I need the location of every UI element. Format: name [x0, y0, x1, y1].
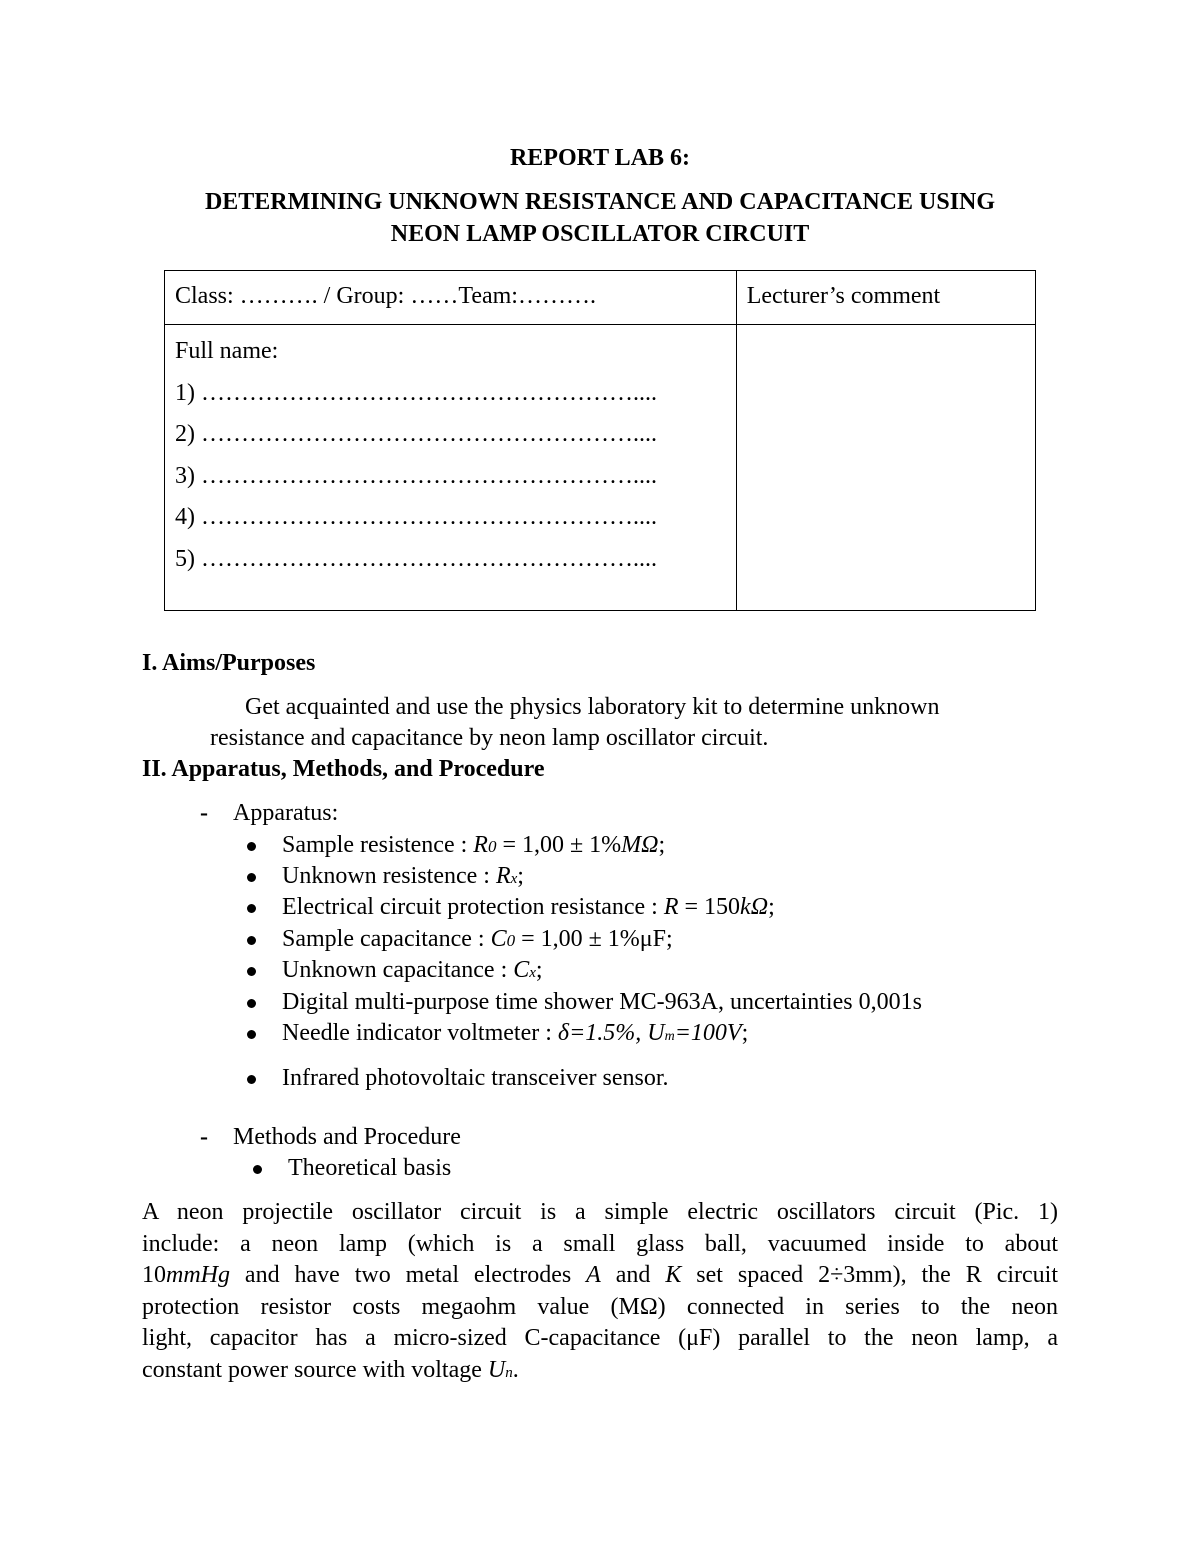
apparatus-item-unknown-resistance: Unknown resistence : Rx; [282, 863, 524, 889]
dash-bullet-apparatus: - [200, 800, 208, 826]
paragraph-line-4: protection resistor costs megaohm value (MΩ) connected in series to the neon [142, 1293, 1058, 1320]
full-names-cell[interactable] [165, 325, 737, 611]
dash-bullet-methods: - [200, 1124, 208, 1150]
theory-paragraph [142, 1197, 1058, 1389]
paragraph-line-6: constant power source with voltage Un. [142, 1356, 519, 1383]
aims-text-line-2: resistance and capacitance by neon lamp oscillator circuit. [210, 725, 769, 751]
apparatus-label: Apparatus: [233, 800, 339, 826]
section-aims-heading: I. Aims/Purposes [142, 650, 316, 676]
paragraph-line-2: include: a neon lamp (which is a small glass ball, vacuumed inside to about [142, 1230, 1058, 1257]
name-line-3[interactable]: 3) ……………………………………………….... [175, 462, 657, 489]
bullet-dot [247, 842, 256, 851]
methods-label: Methods and Procedure [233, 1124, 461, 1150]
class-group-team-cell[interactable] [165, 271, 737, 325]
apparatus-item-voltmeter: Needle indicator voltmeter : δ=1.5%, Um=100V; [282, 1020, 749, 1046]
bullet-dot [247, 967, 256, 976]
name-line-5[interactable]: 5) ……………………………………………….... [175, 545, 657, 572]
apparatus-item-sample-resistance: Sample resistence : R0 = 1,00 ± 1%MΩ; [282, 832, 666, 858]
bullet-dot [247, 1030, 256, 1039]
name-line-1[interactable]: 1) ……………………………………………….... [175, 379, 657, 406]
theoretical-basis-label: Theoretical basis [288, 1155, 452, 1181]
report-title: REPORT LAB 6: [509, 145, 691, 171]
apparatus-item-time-shower: Digital multi-purpose time shower MC-963A, uncertainties 0,001s [282, 989, 922, 1015]
bullet-dot [253, 1165, 262, 1174]
class-group-team-label: Class: ………. / Group: ……Team:………. [175, 283, 596, 309]
lecturer-comment-label: Lecturer’s comment [746, 283, 941, 309]
apparatus-item-protection-resistance: Electrical circuit protection resistance : R = 150kΩ; [282, 894, 775, 920]
paragraph-line-1: A neon projectile oscillator circuit is a simple electric oscillators circuit (Pic. 1) [142, 1199, 1058, 1225]
aims-text-line-1: Get acquainted and use the physics laboratory kit to determine unknown [245, 694, 940, 720]
bullet-dot [247, 999, 256, 1008]
section-apparatus-heading: II. Apparatus, Methods, and Procedure [142, 756, 545, 782]
name-line-4[interactable]: 4) ……………………………………………….... [175, 504, 657, 530]
paragraph-line-5: light, capacitor has a micro-sized C-capacitance (μF) parallel to the neon lamp, a [142, 1325, 1058, 1351]
apparatus-item-unknown-capacitance: Unknown capacitance : Cx; [282, 957, 543, 983]
lecturer-comment-header [736, 271, 1035, 325]
report-subtitle-line-1: DETERMINING UNKNOWN RESISTANCE AND CAPACITANCE USING [204, 189, 996, 215]
full-name-label: Full name: [175, 338, 279, 364]
bullet-dot [247, 936, 256, 945]
lecturer-comment-box[interactable] [736, 325, 1035, 611]
bullet-dot [247, 1075, 256, 1084]
bullet-dot [247, 904, 256, 913]
paragraph-line-3: 10mmHg and have two metal electrodes A and K set spaced 2÷3mm), the R circuit [142, 1262, 1058, 1288]
student-info-table [164, 270, 1036, 611]
bullet-dot [247, 873, 256, 882]
apparatus-item-infrared-sensor: Infrared photovoltaic transceiver sensor. [282, 1065, 669, 1091]
report-subtitle-line-2: NEON LAMP OSCILLATOR CIRCUIT [390, 221, 810, 247]
name-line-2[interactable]: 2) ……………………………………………….... [175, 421, 657, 447]
apparatus-item-sample-capacitance: Sample capacitance : C0 = 1,00 ± 1%μF; [282, 926, 673, 952]
